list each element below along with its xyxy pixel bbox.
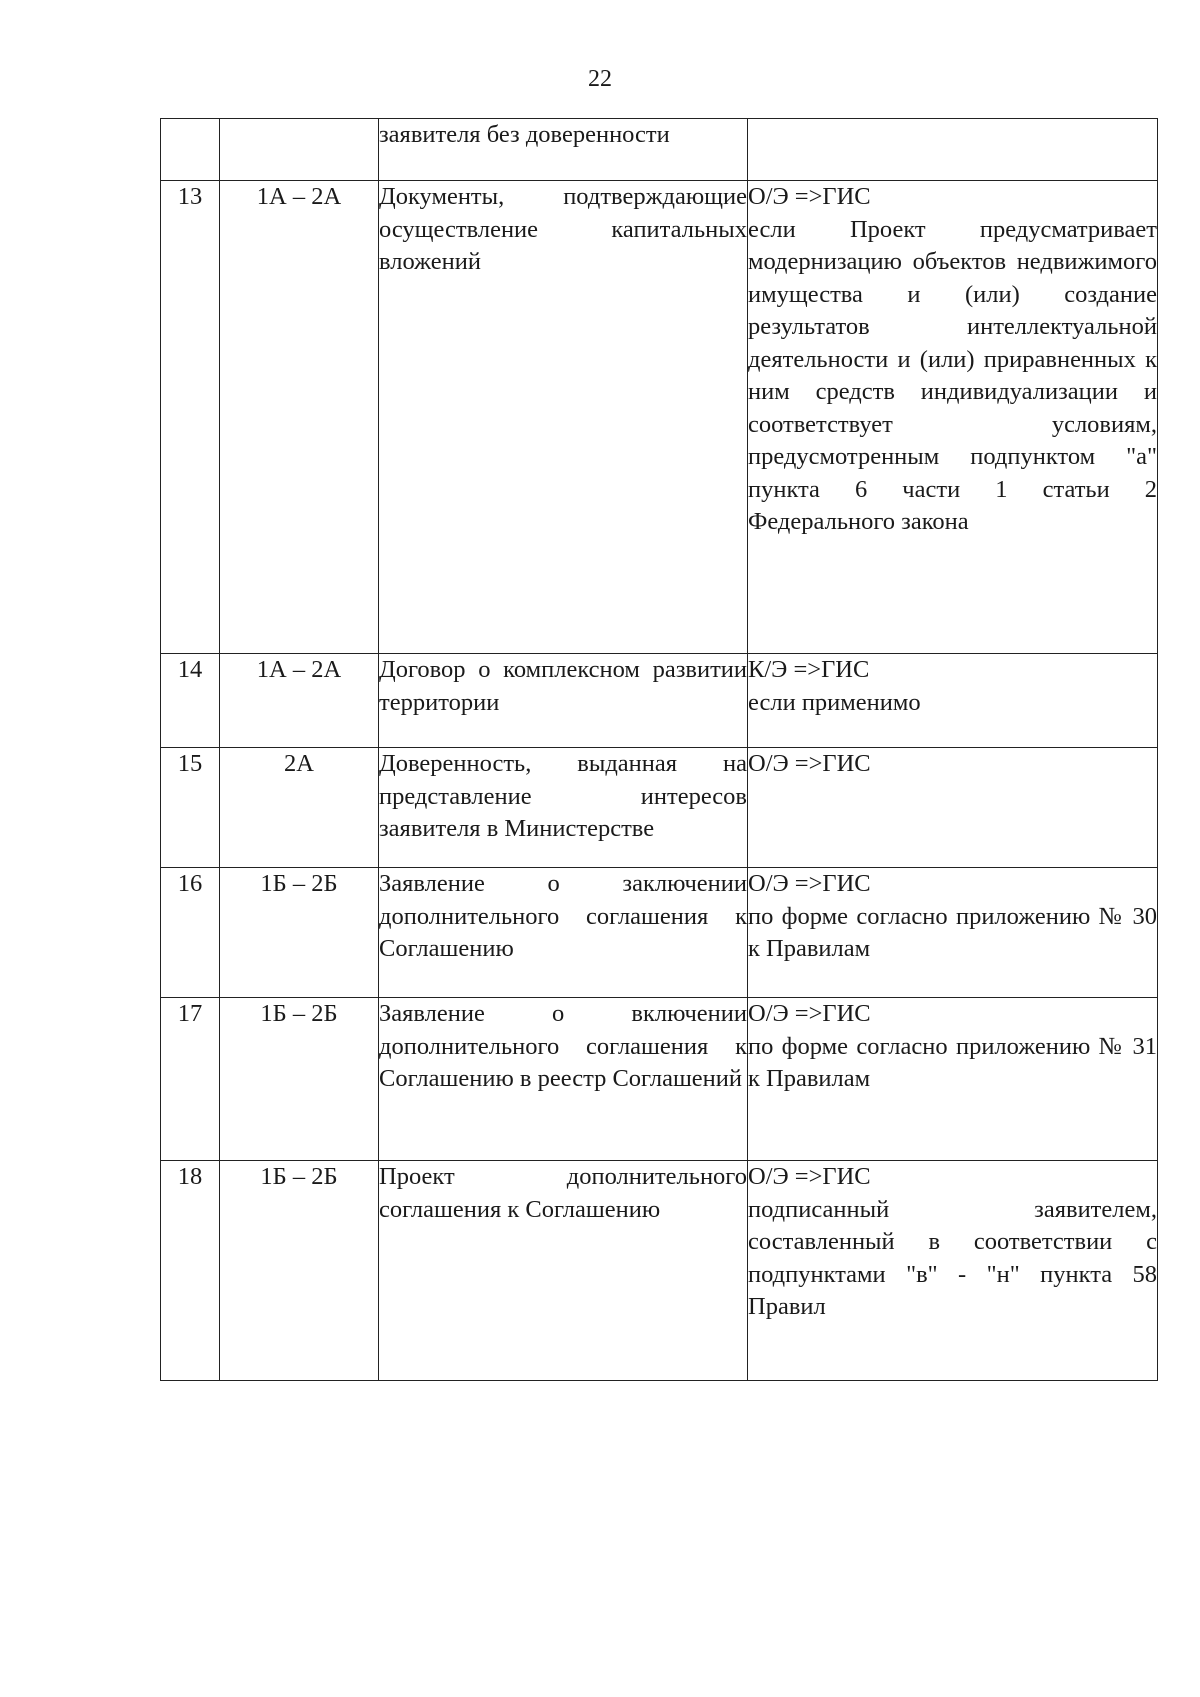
note-head: О/Э =>ГИС xyxy=(748,1163,871,1190)
row-number-cell: 17 xyxy=(161,998,220,1161)
row-number-cell: 13 xyxy=(161,181,220,654)
table-row xyxy=(161,181,1158,654)
stage-cell xyxy=(220,119,379,181)
page-number: 22 xyxy=(588,66,612,92)
table-row xyxy=(161,748,1158,868)
note-head: К/Э =>ГИС xyxy=(748,656,870,683)
note-body: если Проект предусматривает модернизацию объектов недвижимого имущества и (или) создание результатов интеллектуальной деятельности и (или) приравненных к ним средств индивидуализации и соответствует условиям, предусмотренным подпунктом "а" пункта 6 части 1 статьи 2 Федерального закона xyxy=(748,215,1157,535)
stage-cell: 1Б – 2Б xyxy=(220,998,379,1161)
row-number-cell: 16 xyxy=(161,868,220,998)
note-body: если применимо xyxy=(748,688,921,716)
stage-cell: 1А – 2А xyxy=(220,654,379,748)
note-cell xyxy=(748,181,1158,654)
note-head: О/Э =>ГИС xyxy=(748,870,871,897)
note-cell xyxy=(748,1161,1158,1381)
note-cell xyxy=(748,654,1158,748)
note-cell xyxy=(748,868,1158,998)
note-head: О/Э =>ГИС xyxy=(748,750,871,777)
table-row xyxy=(161,654,1158,748)
table-row xyxy=(161,868,1158,998)
document-cell: Доверенность, выданная на представление интересов заявителя в Министерстве xyxy=(379,748,748,868)
stage-cell: 1Б – 2Б xyxy=(220,1161,379,1381)
document-cell: Заявление о включении дополнительного соглашения к Соглашению в реестр Соглашений xyxy=(379,998,748,1161)
note-cell xyxy=(748,119,1158,181)
stage-cell: 2А xyxy=(220,748,379,868)
table-row xyxy=(161,998,1158,1161)
note-head: О/Э =>ГИС xyxy=(748,183,871,210)
note-head: О/Э =>ГИС xyxy=(748,1000,871,1027)
row-number-cell: 14 xyxy=(161,654,220,748)
table-row xyxy=(161,119,1158,181)
table-row xyxy=(161,1161,1158,1381)
document-cell: Проект дополнительного соглашения к Соглашению xyxy=(379,1161,748,1381)
document-cell: Заявление о заключении дополнительного соглашения к Соглашению xyxy=(379,868,748,998)
document-cell: Документы, подтверждающие осуществление капитальных вложений xyxy=(379,181,748,654)
document-cell: заявителя без доверенности xyxy=(379,119,748,181)
stage-cell: 1Б – 2Б xyxy=(220,868,379,998)
note-body: по форме согласно приложению № 31 к Правилам xyxy=(748,1032,1157,1092)
stage-cell: 1А – 2А xyxy=(220,181,379,654)
row-number-cell: 18 xyxy=(161,1161,220,1381)
documents-table xyxy=(160,118,1158,1381)
row-number-cell xyxy=(161,119,220,181)
note-cell xyxy=(748,998,1158,1161)
note-body: подписанный заявителем, составленный в соответствии с подпунктами "в" - "н" пункта 58 Правил xyxy=(748,1195,1157,1320)
note-body: по форме согласно приложению № 30 к Правилам xyxy=(748,902,1157,962)
row-number-cell: 15 xyxy=(161,748,220,868)
note-cell xyxy=(748,748,1158,868)
document-cell: Договор о комплексном развитии территории xyxy=(379,654,748,748)
